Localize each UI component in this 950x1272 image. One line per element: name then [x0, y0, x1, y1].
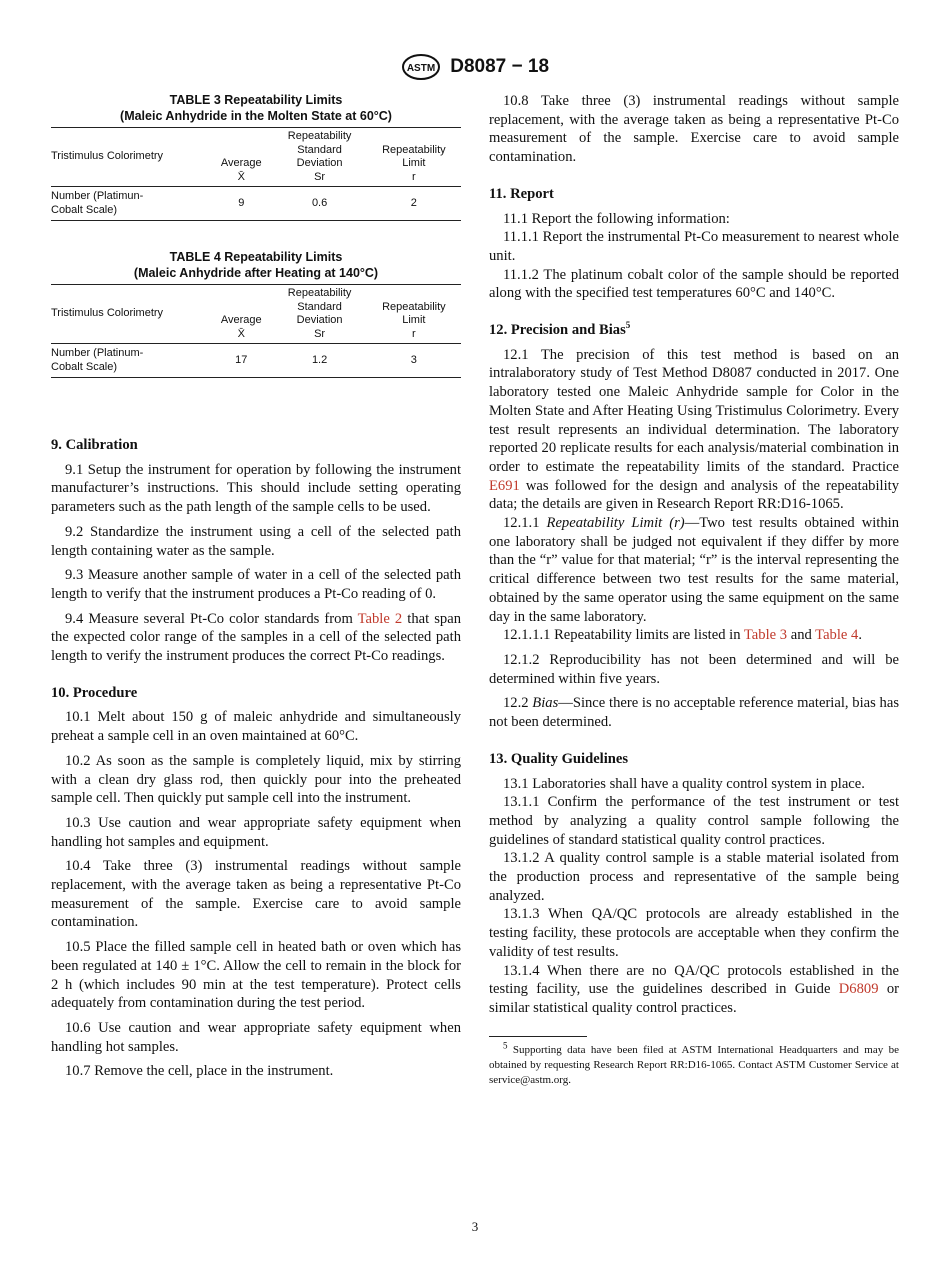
table4-col-average: Average X̄ — [220, 314, 262, 340]
section-9-heading: 9. Calibration — [51, 437, 138, 453]
table3-subtitle: (Maleic Anhydride in the Molten State at 60°C) — [120, 109, 392, 123]
d6809-link[interactable]: D6809 — [838, 981, 879, 998]
para-10-6: 10.6 Use caution and wear appropriate safety equipment when handling hot samples. — [51, 1019, 461, 1055]
table4-row-label: Number (Platinum- Cobalt Scale) — [51, 347, 144, 373]
table3-col-method: Tristimulus Colorimetry — [51, 150, 164, 163]
table4 — [51, 284, 461, 378]
table3-col-average: Average X̄ — [220, 157, 262, 183]
para-11-1-1: 11.1.1 Report the instrumental Pt-Co measurement to nearest whole unit. — [489, 229, 899, 264]
astm-logo-icon — [401, 54, 441, 80]
table3 — [51, 127, 461, 221]
footnote-divider — [489, 1036, 587, 1037]
para-9-2: 9.2 Standardize the instrument using a cell of the selected path length containing water as the sample. — [51, 523, 461, 559]
para-13-1-3: 13.1.3 When QA/QC protocols are already established in the testing facility, these protocols are acceptable when they confirm the validity of test results. — [489, 906, 899, 960]
logo-text: ASTM — [406, 63, 436, 74]
para-10-3: 10.3 Use caution and wear appropriate safety equipment when handling hot samples and equipment. — [51, 814, 461, 850]
table3-average: 9 — [238, 196, 245, 209]
footnote-ref[interactable]: 5 — [625, 320, 631, 331]
table2-link[interactable]: Table 2 — [357, 610, 403, 627]
table3-sr: 0.6 — [311, 196, 328, 209]
right-column — [489, 92, 899, 1088]
table3-r: 2 — [410, 196, 417, 209]
table4-col-sd: Repeatability Standard Deviation Sr — [287, 287, 352, 340]
para-11-1-2: 11.1.2 The platinum cobalt color of the sample should be reported along with the specified test temperatures 60°C and 140°C. — [489, 266, 899, 302]
e691-link[interactable]: E691 — [489, 477, 520, 494]
para-9-1: 9.1 Setup the instrument for operation by following the instrument manufacturer’s instructions. This should include setting operating parameters such as the path length of the sample cells to be used. — [51, 461, 461, 516]
table4-subtitle: (Maleic Anhydride after Heating at 140°C) — [133, 266, 379, 280]
table4-r: 3 — [410, 353, 417, 366]
table4-col-limit: Repeatability Limit r — [382, 300, 446, 340]
table-row — [51, 344, 461, 378]
table3-row-label: Number (Platimun- Cobalt Scale) — [51, 190, 144, 216]
section-10-heading: 10. Procedure — [51, 684, 138, 701]
footnote: $^5$ Supporting data have been filed at ASTM International Headquarters and may be obtained by requesting Research Report RR:D16-1065. Contact ASTM Customer Service at service@astm.org. — [489, 1039, 899, 1086]
section-13-heading: 13. Quality Guidelines — [489, 750, 629, 767]
table4-title: TABLE 4 Repeatability Limits — [169, 250, 343, 264]
page-number: 3 — [471, 1219, 479, 1234]
para-9-4: 9.4 Measure several Pt-Co color standards from Table 2 that span the expected color range of the samples in a cell of the selected path length to verify the instrument produces the correct Pt-Co readings. — [51, 610, 461, 665]
para-10-4: 10.4 Take three (3) instrumental readings without sample replacement, with the average taken as being a representative Pt-Co measurement of the sample. Exercise care to avoid sample contamination. — [51, 858, 461, 931]
para-9-3: 9.3 Measure another sample of water in a cell of the selected path length to verify that the instrument produces a Pt-Co reading of 0. — [51, 567, 461, 602]
page-header — [0, 54, 950, 80]
para-13-1-2: 13.1.2 A quality control sample is a stable material isolated from the production process and representative of the sample being analyzed. — [489, 850, 899, 904]
para-10-2: 10.2 As soon as the sample is completely liquid, mix by stirring with a clean dry glass rod, then quickly pour into the preheated sample cell. Then quickly put sample cell into the instrument. — [51, 752, 461, 807]
left-column — [51, 92, 461, 1087]
table3-caption — [51, 92, 461, 124]
para-13-1-1: 13.1.1 Confirm the performance of the test instrument or test method by analyzing a quality control sample following the guidelines of standard statistical quality control practices. — [489, 794, 899, 848]
para-10-5: 10.5 Place the filled sample cell in heated bath or oven which has been regulated at 140 ± 1°C. Allow the cell to remain in the block for 2 h (which includes 90 min at the test temperature). Protect cells adequately from contamination during the test period. — [51, 939, 461, 1012]
table4-average: 17 — [235, 353, 248, 366]
table4-caption — [51, 249, 461, 281]
table-row — [51, 187, 461, 221]
para-10-1: 10.1 Melt about 150 g of maleic anhydride and simultaneously preheat a sample cell in an oven maintained at 60°C. — [51, 709, 461, 745]
table3-title: TABLE 3 Repeatability Limits — [169, 93, 343, 107]
table4-col-method: Tristimulus Colorimetry — [51, 307, 164, 320]
table3-col-limit: Repeatability Limit r — [382, 143, 446, 183]
para-12-1: 12.1 The precision of this test method is based on an intralaboratory study of Test Method D8087 conducted in 2017. One laboratory tested one Maleic Anhydride sample for Color in the Molten State and After Heating Using Tristimulus Colorimetry. Every test result represents an individual determination. The laboratory reported 20 replicate results for each analysis/material combination in order to estimate the repeatability limits of the standard. Practice E691 was followed for the design and analysis of the repeatability data; the details are given in Research Report RR:D16-1065. — [489, 346, 899, 513]
document-designation: D8087 − 18 — [450, 56, 550, 78]
para-12-1-2: 12.1.2 Reproducibility has not been determined and will be determined within five years. — [489, 651, 899, 687]
para-10-8: 10.8 Take three (3) instrumental readings without sample replacement, with the average taken as being a representative Pt-Co measurement of the sample. Exercise care to avoid sample contamination. — [489, 93, 899, 166]
section-12-heading: 12. Precision and Bias$^5$ — [489, 320, 631, 339]
para-12-2: 12.2 Bias—Since there is no acceptable reference material, bias has not been determined. — [489, 695, 900, 731]
para-12-1-1: 12.1.1 Repeatability Limit (r)—Two test results obtained within one laboratory shall be judged not equivalent if they differ by more than the “r” value for that material; “r” is the interval representing the critical difference between two test results for the same material, obtained by the same operator using the same equipment on the same day in the same laboratory. — [489, 515, 899, 625]
para-12-1-1-1: 12.1.1.1 Repeatability limits are listed in Table 3 and Table 4. — [503, 627, 862, 644]
para-11-1: 11.1 Report the following information: — [503, 210, 730, 227]
table3-link[interactable]: Table 3 — [743, 627, 788, 644]
table3-col-sd: Repeatability Standard Deviation Sr — [287, 130, 352, 183]
table4-sr: 1.2 — [311, 353, 328, 366]
para-13-1-4: 13.1.4 When there are no QA/QC protocols established in the testing facility, use the guidelines described in Guide D6809 or similar statistical quality control practices. — [489, 962, 899, 1016]
table4-link[interactable]: Table 4 — [815, 627, 859, 644]
para-13-1: 13.1 Laboratories shall have a quality control system in place. — [503, 775, 865, 792]
section-11-heading: 11. Report — [489, 185, 554, 202]
para-10-7: 10.7 Remove the cell, place in the instrument. — [65, 1063, 334, 1080]
